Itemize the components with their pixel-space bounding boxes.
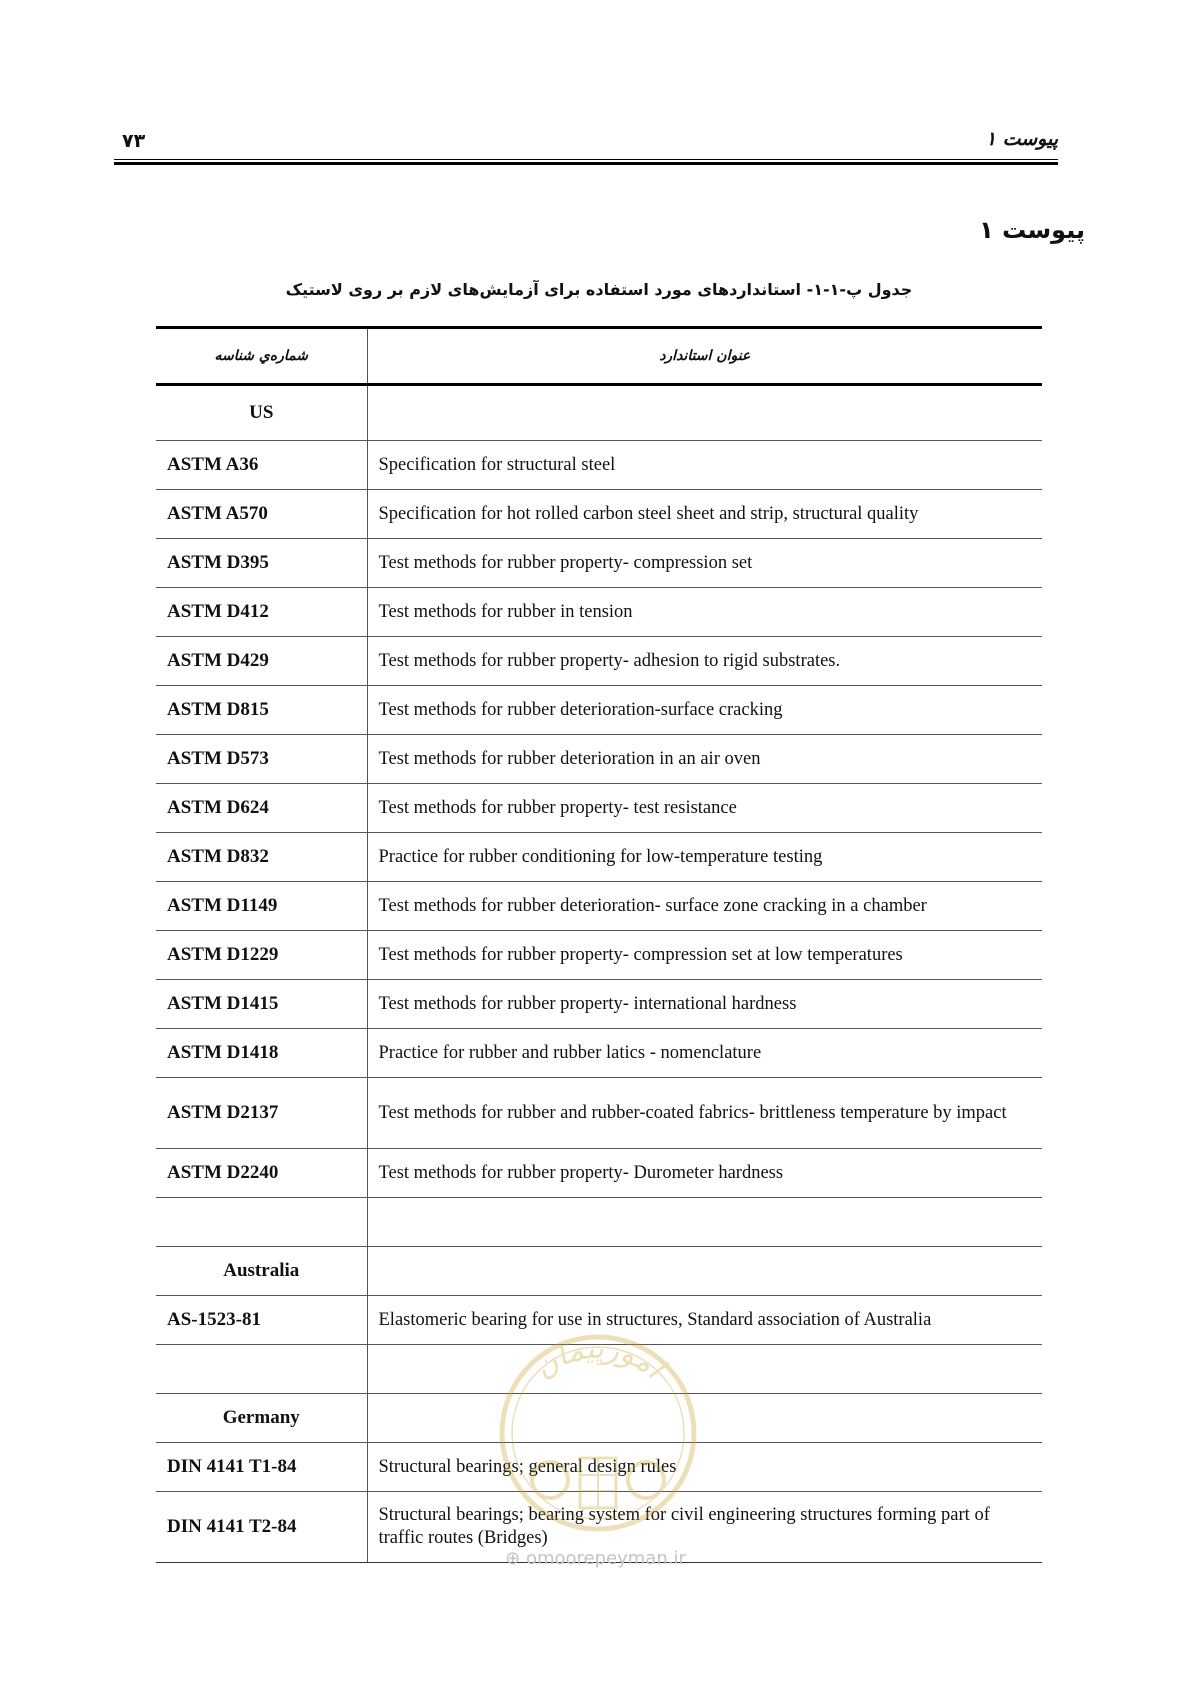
standards-table [156, 326, 1042, 1563]
standard-title: Test methods for rubber deterioration-surface cracking [367, 686, 1042, 735]
section-title: پیوست ۱ [979, 216, 1085, 244]
standard-code: ASTM D429 [156, 637, 367, 686]
group-label: Australia [156, 1247, 367, 1296]
page-header [114, 124, 1058, 166]
table-row [156, 1345, 1042, 1394]
table-row [156, 980, 1042, 1029]
globe-icon: ⊕ [505, 1548, 521, 1569]
standard-code: ASTM D395 [156, 539, 367, 588]
table-row [156, 441, 1042, 490]
standard-title: Test methods for rubber property- test resistance [367, 784, 1042, 833]
table-row [156, 490, 1042, 539]
header-title: عنوان استاندارد [367, 328, 1042, 385]
standard-code: ASTM D624 [156, 784, 367, 833]
watermark-url-text: omoorepeyman.ir [525, 1548, 686, 1569]
standard-title: Structural bearings; general design rules [367, 1443, 1042, 1492]
standard-title: Practice for rubber and rubber latics - nomenclature [367, 1029, 1042, 1078]
standard-title [367, 385, 1042, 441]
standard-title: Test methods for rubber property- compression set [367, 539, 1042, 588]
header-code: شماره‌ي شناسه [156, 328, 367, 385]
standard-code: DIN 4141 T1-84 [156, 1443, 367, 1492]
standard-title [367, 1394, 1042, 1443]
standard-code: ASTM D2240 [156, 1149, 367, 1198]
table-row [156, 833, 1042, 882]
table-row [156, 784, 1042, 833]
standard-code: ASTM A570 [156, 490, 367, 539]
table-row [156, 931, 1042, 980]
svg-text:امورپیمان: امورپیمان [527, 1330, 671, 1386]
table-row [156, 1149, 1042, 1198]
page-number: ۷۳ [122, 130, 146, 152]
table-row [156, 735, 1042, 784]
standard-title [367, 1345, 1042, 1394]
group-label: US [156, 385, 367, 441]
standard-title [367, 1247, 1042, 1296]
group-row [156, 385, 1042, 441]
standard-title: Specification for hot rolled carbon steel sheet and strip, structural quality [367, 490, 1042, 539]
table-row [156, 1029, 1042, 1078]
standard-code: ASTM D412 [156, 588, 367, 637]
standard-title: Test methods for rubber in tension [367, 588, 1042, 637]
standard-code: ASTM D1418 [156, 1029, 367, 1078]
standard-code [156, 1345, 367, 1394]
standard-title: Test methods for rubber deterioration in an air oven [367, 735, 1042, 784]
standard-title: Test methods for rubber property- adhesion to rigid substrates. [367, 637, 1042, 686]
standard-code: ASTM D1415 [156, 980, 367, 1029]
standard-code: ASTM D815 [156, 686, 367, 735]
table-row [156, 588, 1042, 637]
standard-code: ASTM D1149 [156, 882, 367, 931]
standard-code: ASTM D573 [156, 735, 367, 784]
table-row [156, 1198, 1042, 1247]
table-row [156, 1296, 1042, 1345]
table-body [156, 385, 1042, 1563]
standard-code: ASTM A36 [156, 441, 367, 490]
table-row [156, 637, 1042, 686]
standard-code: AS-1523-81 [156, 1296, 367, 1345]
standard-title: Structural bearings; bearing system for civil engineering structures forming part of traffic routes (Bridges) [367, 1492, 1042, 1563]
standard-code [156, 1198, 367, 1247]
standard-code: ASTM D2137 [156, 1078, 367, 1149]
standard-code: DIN 4141 T2-84 [156, 1492, 367, 1563]
table-row [156, 539, 1042, 588]
group-row [156, 1394, 1042, 1443]
standard-code: ASTM D832 [156, 833, 367, 882]
table-row [156, 1443, 1042, 1492]
standard-title [367, 1198, 1042, 1247]
standard-title: Test methods for rubber and rubber-coated fabrics- brittleness temperature by impact [367, 1078, 1042, 1149]
standard-title: Specification for structural steel [367, 441, 1042, 490]
standard-title: Test methods for rubber deterioration- surface zone cracking in a chamber [367, 882, 1042, 931]
standard-title: Test methods for rubber property- international hardness [367, 980, 1042, 1029]
standard-title: Elastomeric bearing for use in structures, Standard association of Australia [367, 1296, 1042, 1345]
header-rule [114, 159, 1058, 165]
table-row [156, 882, 1042, 931]
watermark-url [0, 1548, 1191, 1569]
table-row [156, 1078, 1042, 1149]
table-caption: جدول پ-۱-۱- استانداردهای مورد استفاده برای آزمایش‌های لازم بر روی لاستیک [285, 280, 913, 299]
standard-code: ASTM D1229 [156, 931, 367, 980]
running-title: پیوست ۱ [985, 128, 1058, 150]
group-label: Germany [156, 1394, 367, 1443]
standard-title: Test methods for rubber property- compression set at low temperatures [367, 931, 1042, 980]
table-header-row [156, 328, 1042, 385]
standard-title: Test methods for rubber property- Durometer hardness [367, 1149, 1042, 1198]
group-row [156, 1247, 1042, 1296]
table-row [156, 686, 1042, 735]
standard-title: Practice for rubber conditioning for low-temperature testing [367, 833, 1042, 882]
